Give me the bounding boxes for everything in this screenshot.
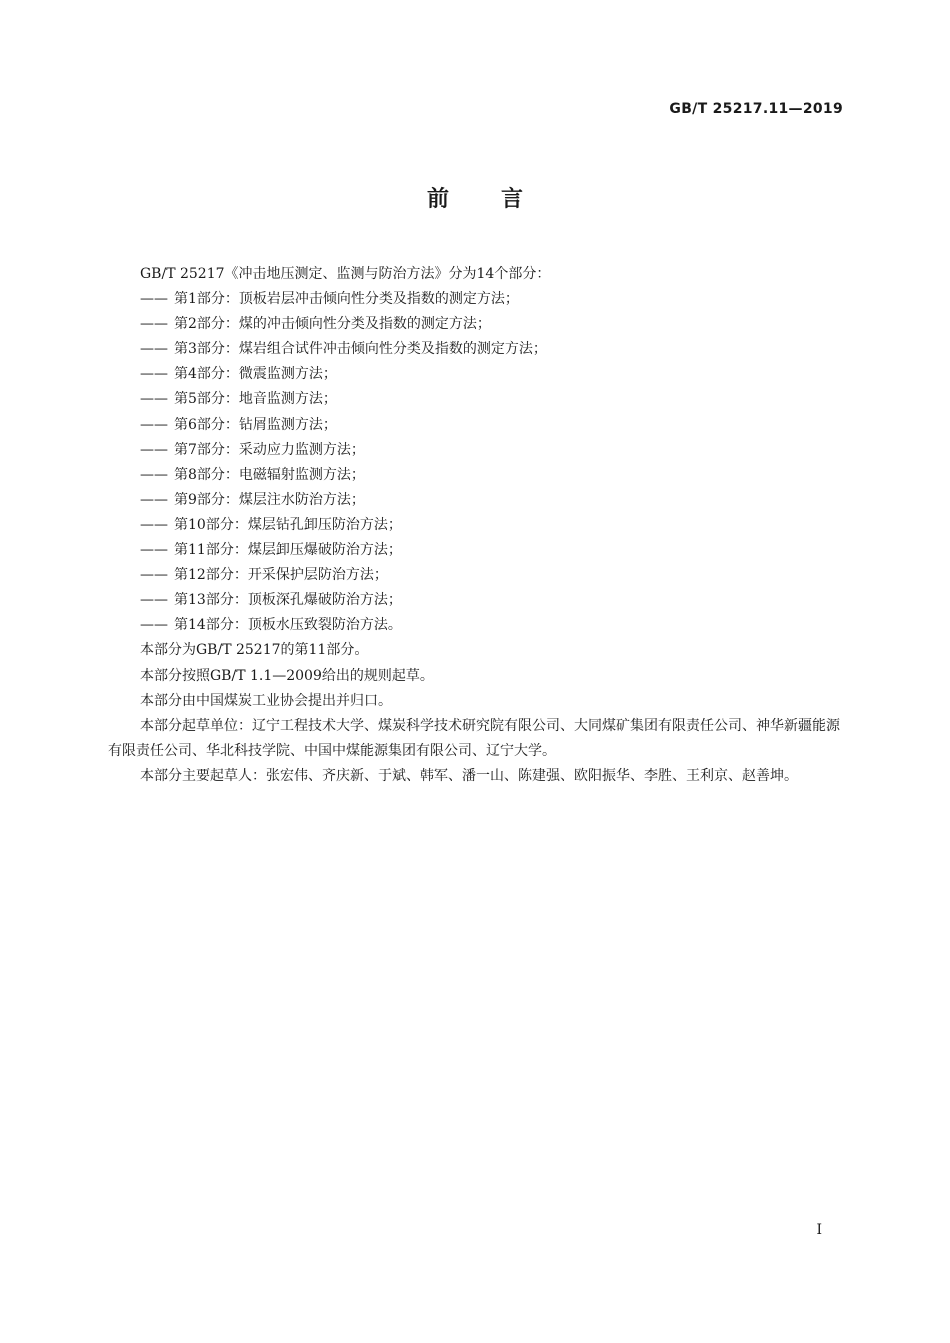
dash-marker: ——: [140, 592, 168, 609]
list-item: [108, 563, 848, 588]
list-item-text: 第1部分：顶板岩层冲击倾向性分类及指数的测定方法；: [174, 291, 519, 308]
list-item-text: 第2部分：煤的冲击倾向性分类及指数的测定方法；: [174, 316, 491, 333]
list-item-text: 第3部分：煤岩组合试件冲击倾向性分类及指数的测定方法；: [174, 341, 547, 358]
list-item: [108, 387, 848, 412]
list-item-text: 第5部分：地音监测方法；: [174, 391, 337, 408]
dash-marker: ——: [140, 466, 168, 483]
dash-marker: ——: [140, 567, 168, 584]
list-item: [108, 588, 848, 613]
list-item: [108, 413, 848, 438]
dash-marker: ——: [140, 441, 168, 458]
dash-marker: ——: [140, 491, 168, 508]
list-item: [108, 513, 848, 538]
dash-marker: ——: [140, 366, 168, 383]
standard-code: GB/T 25217.11—2019: [669, 101, 843, 117]
page-title: 前言: [426, 187, 575, 212]
list-item: [108, 337, 848, 362]
list-item: [108, 362, 848, 387]
foreword-body: [108, 262, 848, 789]
list-item: [108, 488, 848, 513]
list-item: [108, 438, 848, 463]
list-item-text: 第7部分：采动应力监测方法；: [174, 441, 365, 458]
dash-marker: ——: [140, 617, 168, 634]
proposed-by-statement: 本部分由中国煤炭工业协会提出并归口。: [140, 692, 392, 709]
dash-marker: ——: [140, 542, 168, 559]
list-item-text: 第13部分：顶板深孔爆破防治方法；: [174, 592, 402, 609]
dash-marker: ——: [140, 341, 168, 358]
list-item: [108, 312, 848, 337]
dash-marker: ——: [140, 316, 168, 333]
list-item-text: 第10部分：煤层钻孔卸压防治方法；: [174, 516, 402, 533]
page-number: I: [816, 1222, 822, 1238]
part-of-statement: 本部分为GB/T 25217的第11部分。: [140, 642, 369, 659]
list-item-text: 第4部分：微震监测方法；: [174, 366, 337, 383]
list-item-text: 第11部分：煤层卸压爆破防治方法；: [174, 542, 402, 559]
intro-paragraph: GB/T 25217《冲击地压测定、监测与防治方法》分为14个部分：: [140, 266, 551, 282]
drafting-rules-statement: 本部分按照GB/T 1.1—2009给出的规则起草。: [140, 667, 434, 684]
list-item-text: 第14部分：顶板水压致裂防治方法。: [174, 617, 402, 634]
parts-list: [108, 287, 848, 638]
drafting-units-statement: 本部分起草单位：辽宁工程技术大学、煤炭科学技术研究院有限公司、大同煤矿集团有限责任公司、神华新疆能源有限责任公司、华北科技学院、中国中煤能源集团有限公司、辽宁大学。: [108, 717, 840, 759]
drafters-statement: 本部分主要起草人：张宏伟、齐庆新、于斌、韩军、潘一山、陈建强、欧阳振华、李胜、王利京、赵善坤。: [140, 767, 798, 784]
list-item-text: 第6部分：钻屑监测方法；: [174, 416, 337, 433]
dash-marker: ——: [140, 291, 168, 308]
list-item: [108, 287, 848, 312]
dash-marker: ——: [140, 391, 168, 408]
list-item: [108, 538, 848, 563]
list-item-text: 第12部分：开采保护层防治方法；: [174, 567, 388, 584]
dash-marker: ——: [140, 516, 168, 533]
list-item: [108, 463, 848, 488]
list-item-text: 第8部分：电磁辐射监测方法；: [174, 466, 365, 483]
list-item-text: 第9部分：煤层注水防治方法；: [174, 491, 365, 508]
dash-marker: ——: [140, 416, 168, 433]
list-item: [108, 613, 848, 638]
